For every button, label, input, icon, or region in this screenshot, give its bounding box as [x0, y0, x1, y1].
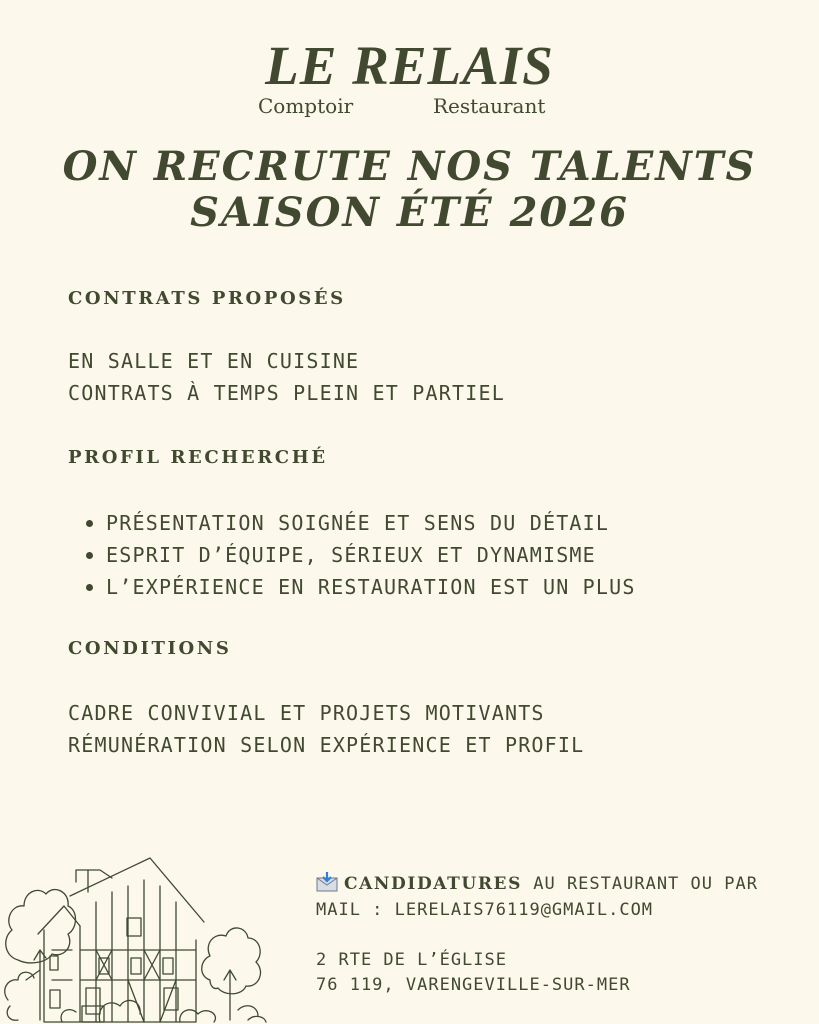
section-title-profil: PROFIL RECHERCHÉ	[68, 447, 328, 468]
section-title-conditions: CONDITIONS	[68, 638, 232, 659]
contrat-line-1: EN SALLE ET EN CUISINE	[68, 349, 360, 373]
profil-list	[86, 507, 636, 603]
condition-line-2: RÉMUNÉRATION SELON EXPÉRIENCE ET PROFIL	[68, 733, 585, 757]
candidatures-label: CANDIDATURES	[344, 874, 522, 894]
profil-item: PRÉSENTATION SOIGNÉE ET SENS DU DÉTAIL	[86, 507, 636, 539]
logo-name: LE RELAIS	[265, 35, 554, 96]
condition-line-1: CADRE CONVIVIAL ET PROJETS MOTIVANTS	[68, 701, 545, 725]
logo-comptoir: Comptoir	[258, 94, 354, 118]
headline-line-1: ON RECRUTE NOS TALENTS	[62, 143, 757, 190]
address-line-2: 76 119, VARENGEVILLE-SUR-MER	[316, 975, 631, 995]
contact-text-1: AU RESTAURANT OU PAR	[522, 874, 758, 894]
contact-email[interactable]: MAIL : LERELAIS76119@GMAIL.COM	[316, 900, 654, 920]
logo-restaurant: Restaurant	[433, 94, 546, 118]
address-line-1: 2 RTE DE L’ÉGLISE	[316, 950, 507, 970]
incoming-envelope-icon	[316, 872, 338, 900]
profil-item: L’EXPÉRIENCE EN RESTAURATION EST UN PLUS	[86, 571, 636, 603]
house-illustration	[0, 830, 280, 1024]
contrat-line-2: CONTRATS À TEMPS PLEIN ET PARTIEL	[68, 381, 505, 405]
headline-line-2: SAISON ÉTÉ 2026	[190, 189, 629, 236]
profil-item: ESPRIT D’ÉQUIPE, SÉRIEUX ET DYNAMISME	[86, 539, 636, 571]
section-title-contrats: CONTRATS PROPOSÉS	[68, 288, 346, 309]
contact-line-1	[316, 871, 758, 900]
